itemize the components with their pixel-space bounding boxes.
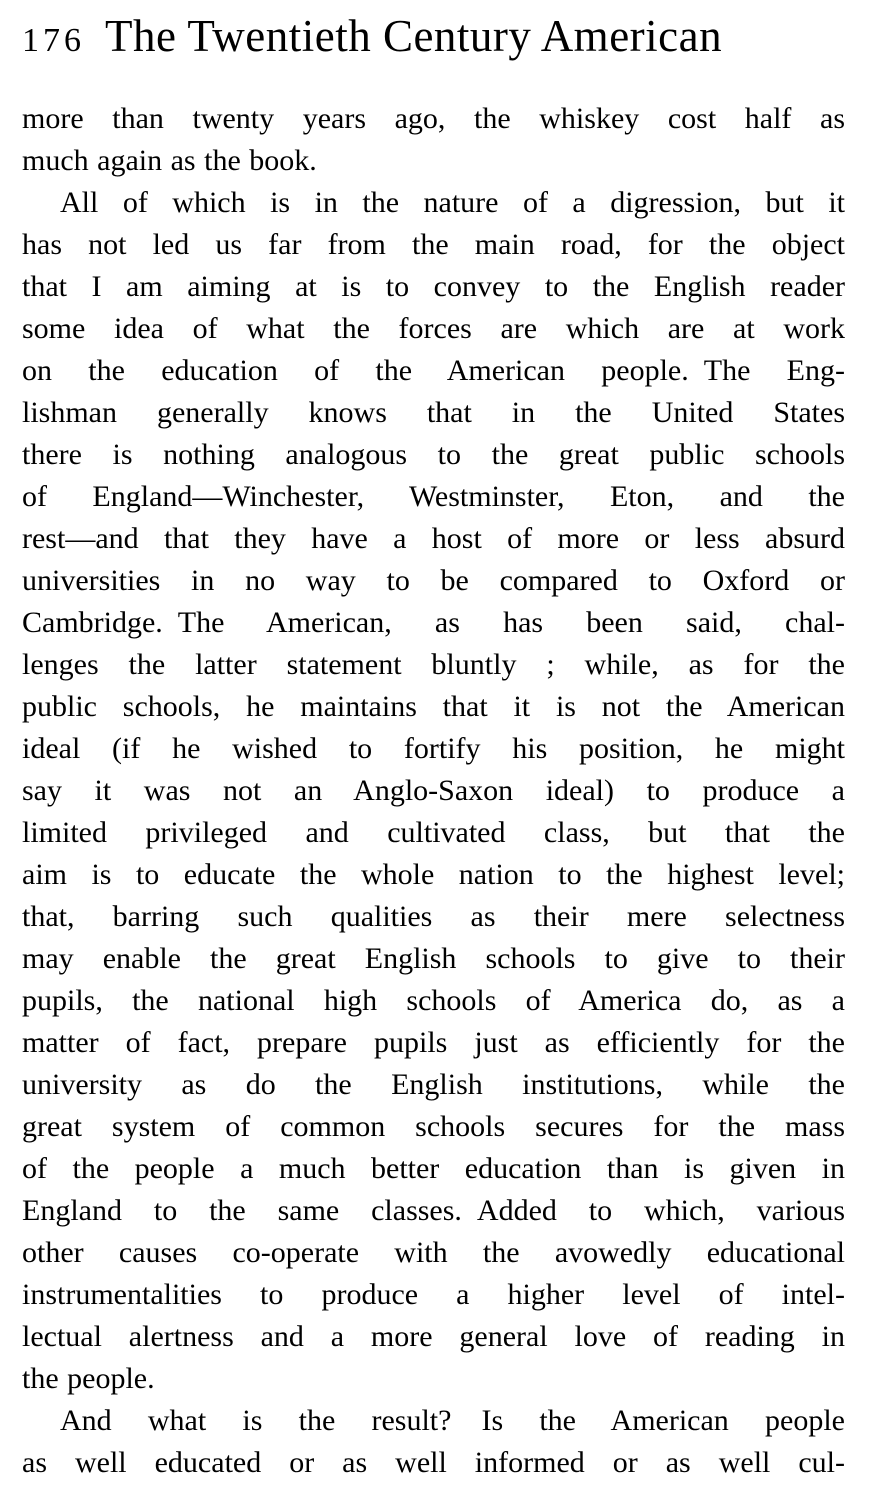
paragraph bbox=[22, 1400, 845, 1484]
text-line: ideal (if he wished to fortify his position, he might bbox=[22, 732, 845, 765]
page-header bbox=[22, 10, 845, 62]
text-line: instrumentalities to produce a higher level of intel- bbox=[22, 1278, 845, 1311]
text-line: aim is to educate the whole nation to the highest level; bbox=[22, 858, 845, 891]
page-body bbox=[22, 98, 845, 1484]
running-title: The Twentieth Century American bbox=[105, 11, 723, 61]
text-line: And what is the result? Is the American people bbox=[60, 1404, 845, 1437]
text-line: great system of common schools secures for the mass bbox=[22, 1110, 845, 1143]
text-line: that I am aiming at is to convey to the English reader bbox=[22, 270, 845, 303]
text-line: that, barring such qualities as their mere selectness bbox=[22, 900, 845, 933]
paragraph bbox=[22, 98, 845, 182]
text-line: Cambridge. The American, as has been said, chal- bbox=[22, 606, 845, 639]
text-line: there is nothing analogous to the great public schools bbox=[22, 438, 845, 471]
text-line: may enable the great English schools to give to their bbox=[22, 942, 845, 975]
text-line: pupils, the national high schools of America do, as a bbox=[22, 984, 845, 1017]
text-line: the people. bbox=[22, 1362, 155, 1395]
text-line: some idea of what the forces are which are at work bbox=[22, 312, 845, 345]
text-line: university as do the English institutions, while the bbox=[22, 1068, 845, 1101]
text-line: on the education of the American people. The Eng- bbox=[22, 354, 845, 387]
text-line: other causes co-operate with the avowedly educational bbox=[22, 1236, 845, 1269]
text-line: say it was not an Anglo-Saxon ideal) to produce a bbox=[22, 774, 845, 807]
text-line: universities in no way to be compared to Oxford or bbox=[22, 564, 845, 597]
text-line: public schools, he maintains that it is not the American bbox=[22, 690, 845, 723]
page-number: 176 bbox=[22, 22, 85, 59]
paragraph bbox=[22, 182, 845, 1400]
text-line: of the people a much better education than is given in bbox=[22, 1152, 845, 1185]
text-line: limited privileged and cultivated class, but that the bbox=[22, 816, 845, 849]
text-line: as well educated or as well informed or as well cul- bbox=[22, 1446, 845, 1479]
text-line: rest—and that they have a host of more or less absurd bbox=[22, 522, 845, 555]
text-line: lenges the latter statement bluntly ; while, as for the bbox=[22, 648, 845, 681]
text-line: of England—Winchester, Westminster, Eton, and the bbox=[22, 480, 845, 513]
text-line: lectual alertness and a more general love of reading in bbox=[22, 1320, 845, 1353]
text-line: England to the same classes. Added to which, various bbox=[22, 1194, 845, 1227]
text-line: All of which is in the nature of a digression, but it bbox=[60, 186, 845, 219]
text-line: lishman generally knows that in the United States bbox=[22, 396, 845, 429]
text-line: much again as the book. bbox=[22, 144, 317, 177]
text-line: more than twenty years ago, the whiskey cost half as bbox=[22, 102, 845, 135]
text-line: matter of fact, prepare pupils just as efficiently for the bbox=[22, 1026, 845, 1059]
text-line: has not led us far from the main road, for the object bbox=[22, 228, 845, 261]
